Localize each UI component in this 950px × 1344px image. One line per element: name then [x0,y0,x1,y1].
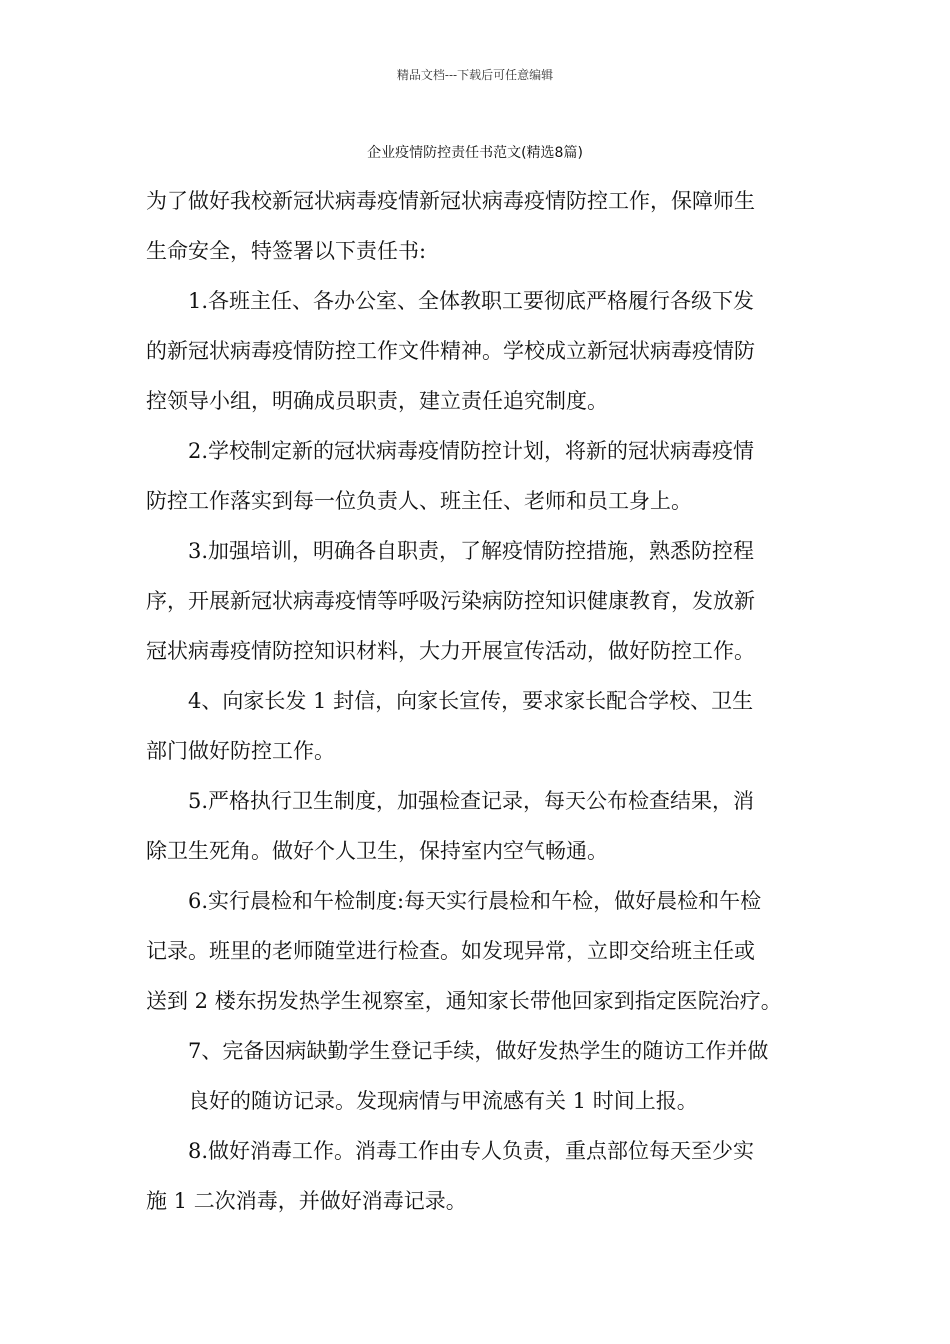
body-line: 4、向家长发 1 封信，向家长宣传，要求家长配合学校、卫生 [188,689,754,713]
body-line: 8.做好消毒工作。消毒工作由专人负责，重点部位每天至少实 [188,1139,755,1163]
body-line: 为了做好我校新冠状病毒疫情新冠状病毒疫情防控工作，保障师生 [146,189,755,213]
body-line: 生命安全，特签署以下责任书: [146,239,427,263]
body-line: 3.加强培训，明确各自职责，了解疫情防控措施，熟悉防控程 [188,539,755,563]
body-line: 施 1 二次消毒，并做好消毒记录。 [146,1189,467,1213]
body-line: 的新冠状病毒疫情防控工作文件精神。学校成立新冠状病毒疫情防 [146,339,755,363]
body-line: 冠状病毒疫情防控知识材料，大力开展宣传活动，做好防控工作。 [146,639,755,663]
body-line: 1.各班主任、各办公室、全体教职工要彻底严格履行各级下发 [188,289,755,313]
body-line: 6.实行晨检和午检制度:每天实行晨检和午检，做好晨检和午检 [188,889,762,913]
body-line: 7、完备因病缺勤学生登记手续，做好发热学生的随访工作并做 [188,1039,769,1063]
body-line: 除卫生死角。做好个人卫生，保持室内空气畅通。 [146,839,608,863]
body-line: 良好的随访记录。发现病情与甲流感有关 1 时间上报。 [188,1089,698,1113]
body-line: 控领导小组，明确成员职责，建立责任追究制度。 [146,389,608,413]
body-line: 2.学校制定新的冠状病毒疫情防控计划，将新的冠状病毒疫情 [188,439,755,463]
body-line: 部门做好防控工作。 [146,739,335,763]
header-note: 精品文档---下载后可任意编辑 [396,68,554,82]
body-line: 5.严格执行卫生制度，加强检查记录，每天公布检查结果，消 [188,789,755,813]
body-line: 序，开展新冠状病毒疫情等呼吸污染病防控知识健康教育，发放新 [146,589,755,613]
body-line: 防控工作落实到每一位负责人、班主任、老师和员工身上。 [146,489,692,513]
body-line: 送到 2 楼东拐发热学生视察室，通知家长带他回家到指定医院治疗。 [146,989,782,1013]
document-title: 企业疫情防控责任书范文(精选8篇) [367,145,583,161]
body-line: 记录。班里的老师随堂进行检查。如发现异常，立即交给班主任或 [146,939,755,963]
